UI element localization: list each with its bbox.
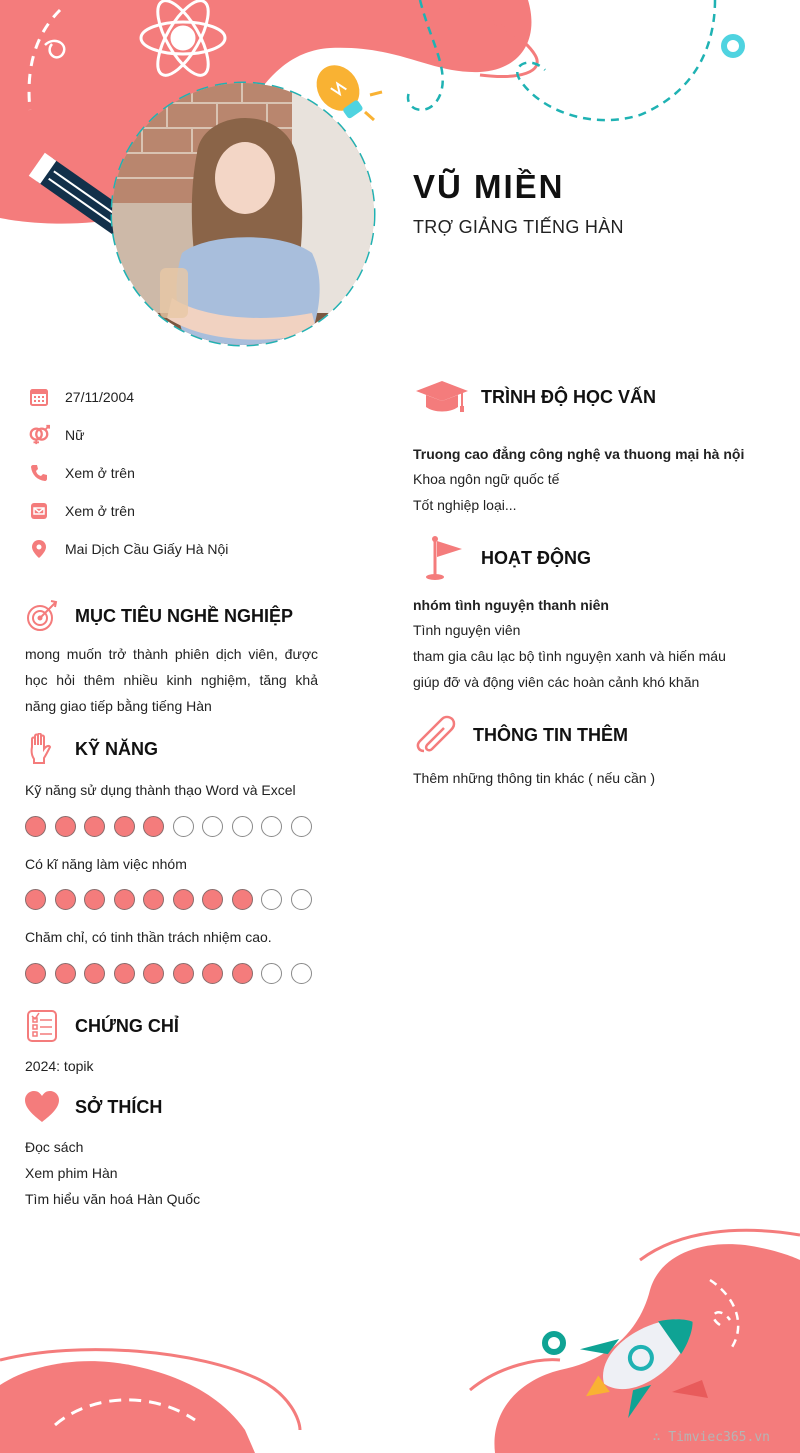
activities-position: Tình nguyện viên [413, 622, 521, 638]
rating-dot-empty [291, 889, 312, 910]
profile-photo [112, 83, 374, 345]
teal-ring-bottom [545, 1334, 563, 1352]
activities-line-1: tham gia câu lạc bộ tình nguyện xanh và hiến máu [413, 648, 726, 664]
email-icon [28, 500, 50, 522]
education-header [413, 377, 656, 417]
gender-text: Nữ [65, 427, 85, 443]
certificates-text: 2024: topik [25, 1058, 94, 1074]
rating-dot-filled [114, 963, 135, 984]
education-major: Khoa ngôn ngữ quốc tế [413, 471, 560, 487]
rating-dot-filled [55, 889, 76, 910]
contact-gender [28, 423, 348, 447]
hobby-item-1: Đọc sách [25, 1139, 84, 1155]
graduation-cap-icon [413, 377, 471, 417]
extra-title: THÔNG TIN THÊM [473, 724, 628, 745]
teal-ring [724, 37, 742, 55]
gender-icon [28, 424, 50, 446]
phone-icon [28, 462, 50, 484]
activities-org: nhóm tình nguyện thanh niên [413, 597, 609, 613]
heart-icon [22, 1087, 62, 1127]
skill-rating-1 [25, 816, 312, 837]
candidate-name: VŨ MIỀN [413, 168, 565, 205]
hobbies-title: SỞ THÍCH [75, 1096, 163, 1117]
objective-header [22, 596, 293, 636]
objective-text: mong muốn trở thành phiên dịch viên, được học hỏi thêm nhiều kinh nghiệm, tăng khả năng giao tiếp bằng tiếng Hàn [25, 646, 318, 714]
rating-dot-filled [114, 816, 135, 837]
rating-dot-empty [261, 816, 282, 837]
rating-dot-empty [202, 816, 223, 837]
hobbies-header [22, 1087, 162, 1127]
rating-dot-filled [25, 816, 46, 837]
hobby-item-2: Xem phim Hàn [25, 1165, 118, 1181]
rating-dot-filled [143, 963, 164, 984]
rating-dot-empty [232, 816, 253, 837]
rating-dot-empty [261, 889, 282, 910]
activities-title: HOẠT ĐỘNG [481, 547, 591, 568]
contact-email [28, 499, 348, 523]
calendar-icon [28, 386, 50, 408]
skill-rating-2 [25, 889, 312, 910]
certificates-header [22, 1006, 179, 1046]
rating-dot-filled [173, 963, 194, 984]
phone-text: Xem ở trên [65, 465, 135, 481]
skill-label-1: Kỹ năng sử dụng thành thạo Word và Excel [25, 782, 296, 798]
rating-dot-filled [84, 889, 105, 910]
rating-dot-filled [143, 889, 164, 910]
certificates-title: CHỨNG CHỈ [75, 1015, 179, 1036]
watermark: ∴ Timviec365.vn [652, 1430, 770, 1445]
skills-header [20, 729, 158, 769]
hand-icon [20, 729, 60, 769]
address-text: Mai Dịch Cầu Giấy Hà Nội [65, 541, 229, 557]
education-school: Truong cao đẳng công nghệ va thuong mại hà nội [413, 446, 745, 462]
candidate-role: TRỢ GIẢNG TIẾNG HÀN [413, 217, 624, 237]
rating-dot-empty [291, 816, 312, 837]
bottom-left-blob [0, 1361, 255, 1453]
rating-dot-filled [143, 816, 164, 837]
contact-phone [28, 461, 348, 485]
rating-dot-filled [173, 889, 194, 910]
rating-dot-filled [202, 963, 223, 984]
rating-dot-filled [55, 963, 76, 984]
hobby-item-3: Tìm hiểu văn hoá Hàn Quốc [25, 1191, 201, 1207]
skills-title: KỸ NĂNG [75, 738, 159, 759]
checklist-icon [22, 1006, 62, 1046]
education-title: TRÌNH ĐỘ HỌC VẤN [481, 386, 656, 407]
extra-header [413, 715, 628, 755]
rating-dot-filled [202, 889, 223, 910]
paperclip-icon [413, 715, 461, 755]
rating-dot-filled [114, 889, 135, 910]
objective-title: MỤC TIÊU NGHỀ NGHIỆP [75, 605, 294, 626]
activities-line-2: giúp đỡ và động viên các hoàn cảnh khó khăn [413, 674, 700, 690]
rating-dot-empty [291, 963, 312, 984]
rating-dot-empty [261, 963, 282, 984]
rating-dot-filled [25, 963, 46, 984]
birthday-text: 27/11/2004 [65, 389, 135, 405]
skill-rating-3 [25, 963, 312, 984]
skill-label-3: Chăm chỉ, có tinh thần trách nhiệm cao. [25, 929, 272, 945]
rating-dot-filled [25, 889, 46, 910]
rating-dot-empty [173, 816, 194, 837]
rating-dot-filled [232, 889, 253, 910]
email-text: Xem ở trên [65, 503, 135, 519]
rating-dot-filled [84, 963, 105, 984]
rating-dot-filled [55, 816, 76, 837]
extra-text: Thêm những thông tin khác ( nếu cần ) [413, 770, 656, 786]
activities-header [413, 538, 591, 578]
target-icon [22, 596, 62, 636]
location-icon [28, 538, 50, 560]
skill-label-2: Có kĩ năng làm việc nhóm [25, 856, 187, 872]
contact-birthday [28, 385, 348, 409]
flag-icon [413, 535, 469, 581]
education-grade: Tốt nghiệp loại... [413, 497, 517, 513]
contact-address [28, 537, 348, 561]
rating-dot-filled [84, 816, 105, 837]
rating-dot-filled [232, 963, 253, 984]
